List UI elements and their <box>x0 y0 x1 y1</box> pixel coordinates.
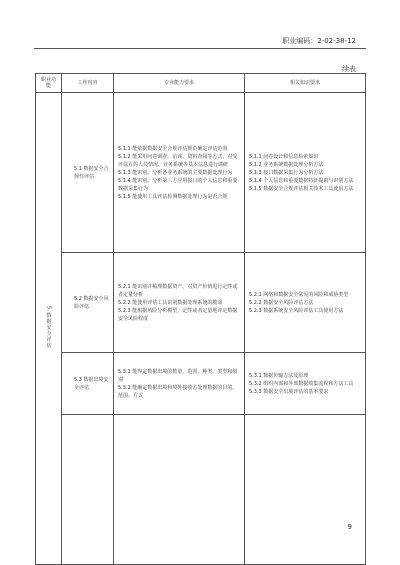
knowledge-cell <box>245 415 366 565</box>
skill-cell <box>114 253 245 353</box>
knowledge-item: 5.2.2 数据安全风险评估方法 <box>249 299 314 306</box>
work-cell <box>62 415 114 565</box>
skill-item: 5.3.2 能确定数据出境和境外接收方处理数据的目的、范围、方式 <box>118 384 238 399</box>
continued-label: 续表 <box>342 65 356 73</box>
knowledge-item: 5.1.2 业务系统数据处理分析方法 <box>249 161 324 168</box>
header-work: 工作内容 <box>62 74 114 93</box>
header-skill: 专业能力要求 <box>114 74 245 93</box>
table-header-row <box>36 74 366 93</box>
skill-cell <box>114 415 245 565</box>
skill-item: 5.2.1 能识别并梳理数据资产，对资产价值进行定性或者定量分析 <box>118 283 238 298</box>
skill-item: 5.2.3 能根据风险分析模型，定性或者定量地评定数据安全风险程度 <box>118 307 238 322</box>
work-cell: 5.2 数据安全风险评估 <box>62 253 114 353</box>
table-row <box>36 353 366 415</box>
knowledge-item: 5.3.1 数据传输方法及原理 <box>249 372 309 379</box>
knowledge-item: 5.1.1 问卷设计和信息检索知识 <box>249 153 319 160</box>
skill-item: 5.1.4 能识别、分析第三方应用接口的个人信息和重要数据采集行为 <box>118 177 238 192</box>
knowledge-item: 5.2.1 网络和数据安全常见的风险和威胁类型 <box>249 291 349 298</box>
skill-item: 5.1.1 能依据数据安全合规评估规范确定评估范围 <box>118 145 228 152</box>
skill-cell <box>114 353 245 415</box>
work-cell: 5.1 数据安全合规性评估 <box>62 93 114 253</box>
skill-item: 5.2.2 能使用评估工具识别数据处理系统的脆弱 <box>118 299 223 306</box>
knowledge-item: 5.1.3 接口数据采集行为分析方法 <box>249 169 324 176</box>
header-knowledge: 相关知识要求 <box>245 74 366 93</box>
occupation-code: 职业编码：2-02-38-12 <box>282 37 356 45</box>
function-name: 5.数据安全评估 <box>45 305 52 349</box>
skill-item: 5.3.1 能界定数据出境的数量、范围、种类、类型和级别 <box>118 368 238 383</box>
knowledge-cell <box>245 253 366 353</box>
table-row <box>36 415 366 565</box>
knowledge-cell <box>245 93 366 253</box>
header-function: 职业功能 <box>36 74 62 93</box>
knowledge-item: 5.1.5 数据安全合规评估相关技术工具使用方法 <box>249 185 354 192</box>
table-row <box>36 93 366 253</box>
knowledge-cell <box>245 353 366 415</box>
skill-cell <box>114 93 245 253</box>
work-cell: 5.3 数据出境安全评估 <box>62 353 114 415</box>
knowledge-item: 5.2.3 数据系统安全风险评估工具使用方法 <box>249 307 344 314</box>
function-cell <box>36 93 62 565</box>
knowledge-item: 5.1.4 个人信息和重要数据特征提取与识别方法 <box>249 177 354 184</box>
page-number: 9 <box>347 523 352 531</box>
skill-item: 5.1.2 能采用问卷调查、访谈、资料查阅等方式，对受评估方的人员情况、业务系统等基本信息进行调研 <box>118 153 238 168</box>
table-row <box>36 253 366 353</box>
knowledge-item: 5.3.3 数据安全出境评估的基本要求 <box>249 388 329 395</box>
skill-item: 5.1.3 能识别、分析各业务系统的主要数据处理行为 <box>118 169 233 176</box>
skill-item: 5.1.5 能使用工具评估检测数据处理行为是否合规 <box>118 193 228 200</box>
requirements-table <box>35 73 366 565</box>
header-rule <box>34 48 366 49</box>
knowledge-item: 5.3.2 组织内部和外部数据收集流程和方法工具 <box>249 380 354 387</box>
